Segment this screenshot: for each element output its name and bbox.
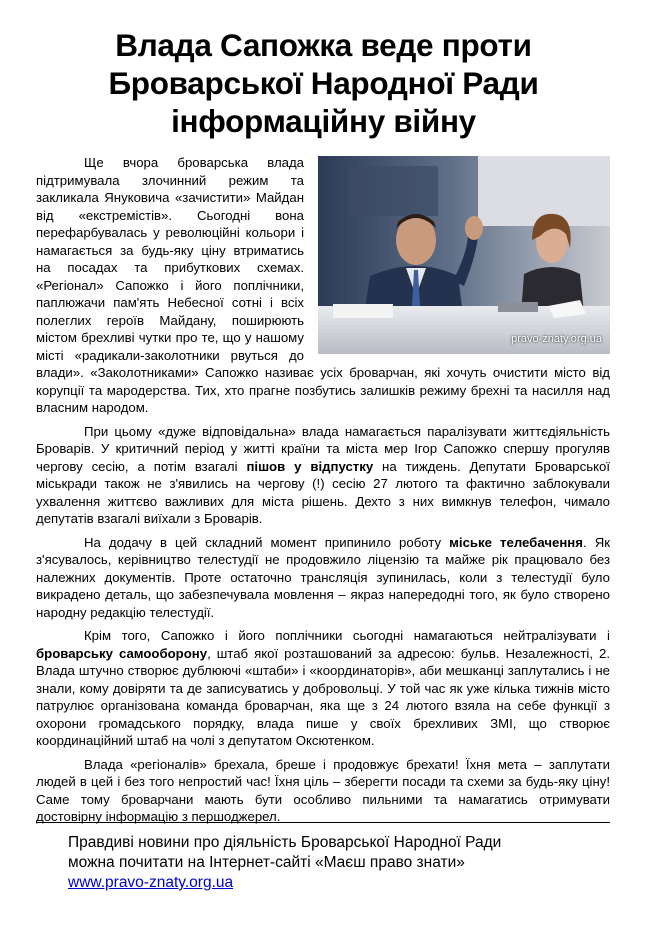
bold-phrase: пішов у відпустку (246, 458, 374, 474)
paragraph (36, 423, 610, 528)
bold-phrase: броварську самооборону (36, 645, 208, 661)
article-photo (318, 156, 610, 354)
title-line-2: Броварської Народної Ради (108, 65, 539, 101)
title-line-1: Влада Сапожка веде проти (115, 27, 532, 63)
paragraph (36, 534, 610, 622)
paragraph (36, 627, 610, 750)
footer-link[interactable]: www.pravo-znaty.org.ua (68, 874, 234, 891)
text-run: на тиждень. Депутати Броварської міськради також не з'явились на чергову (!) сесію 27 лютого та фактично заблокували ухвалення життєво важливих для міста рішень. Дехто з них вимкнув телефон, чимало депутатів взагалі виїхали з Броварів. (36, 458, 610, 526)
photo-watermark: pravo-znaty.org.ua (511, 332, 602, 345)
footer (68, 833, 588, 893)
bold-phrase: міське телебачення (449, 534, 583, 550)
footer-line-2: можна почитати на Інтернет-сайті «Маєш право знати» (68, 854, 465, 871)
footer-line-1: Правдиві новини про діяльність Броварської Народної Ради (68, 834, 502, 851)
text-run: На додачу в цей складний момент припинило роботу (84, 534, 450, 550)
text-run: Ще вчора броварська влада підтримувала злочинний режим та закликала Януковича «зачистити» Майдан від «екстремістів». Сьогодні вона перефарбувалась у революційні кольори і намагається за будь-яку ціну втриматись на посадах та прибуткових схемах. «Регіонал» Сапожко і його поплічники, паплюжачи пам'ять Небесної сотні і всіх полеглих героїв Майдану, поширюють містом брехливі чутки про те, що у нашому місті «радикали-заколотники рвуться до влади». «Заколотниками» Сапожко називає усіх броварчан, які хочуть очистити місто від корупції та мародерства. Тих, хто прагне позбутись залишків режиму брехні та насилля над власним народом. (36, 155, 610, 415)
text-run: При цьому «дуже відповідальна» влада намагається паралізувати життєдіяльність Броварів. У критичний період у житті країни та міста мер Ігор Сапожко спершу прогуляв чергову сесію, а потім взагалі (36, 423, 610, 474)
footer-divider (36, 822, 610, 823)
article-body (36, 154, 610, 832)
article-title (40, 26, 607, 140)
title-line-3: інформаційну війну (171, 103, 476, 139)
text-run: Влада «регіоналів» брехала, бреше і продовжує брехати! Їхня мета – заплутати людей в цей і без того непростий час! Їхня ціль – зберегти посади та схеми за будь-яку ціну! Саме тому броварчани мають бути особливо пильними та намагатись отримувати достовірну інформацію з першоджерел. (36, 756, 610, 824)
photo-illustration (318, 156, 610, 354)
text-run: , штаб якої розташований за адресою: бульв. Незалежності, 2. Влада штучно створює дублюючі «штаби» і «координаторів», аби мешканці заплутались і не знали, кому довіряти та де записуватись у добровольці. У той час як уже кілька тижнів місто патрулює організована команда броварчан, яка ще з 24 лютого взяла на себе функції з охорони громадського порядку, влада пише у своїх брехливих ЗМІ, що створює координаційний штаб на чолі з депутатом Оксютенком. (36, 645, 610, 748)
text-run: Крім того, Сапожко і його поплічники сьогодні намагаються нейтралізувати і (84, 628, 610, 643)
text-run: . Як з'ясувалось, керівництво телестудії не продовжило ліцензію та майже рік працювало без належних документів. Проте остаточно трансляція зупинилась, коли з телестудії було викрадено деталь, що забезпечувала мовлення – якраз напередодні того, як було створено народну редакцію телестудії. (36, 534, 611, 620)
paragraph (36, 756, 610, 826)
